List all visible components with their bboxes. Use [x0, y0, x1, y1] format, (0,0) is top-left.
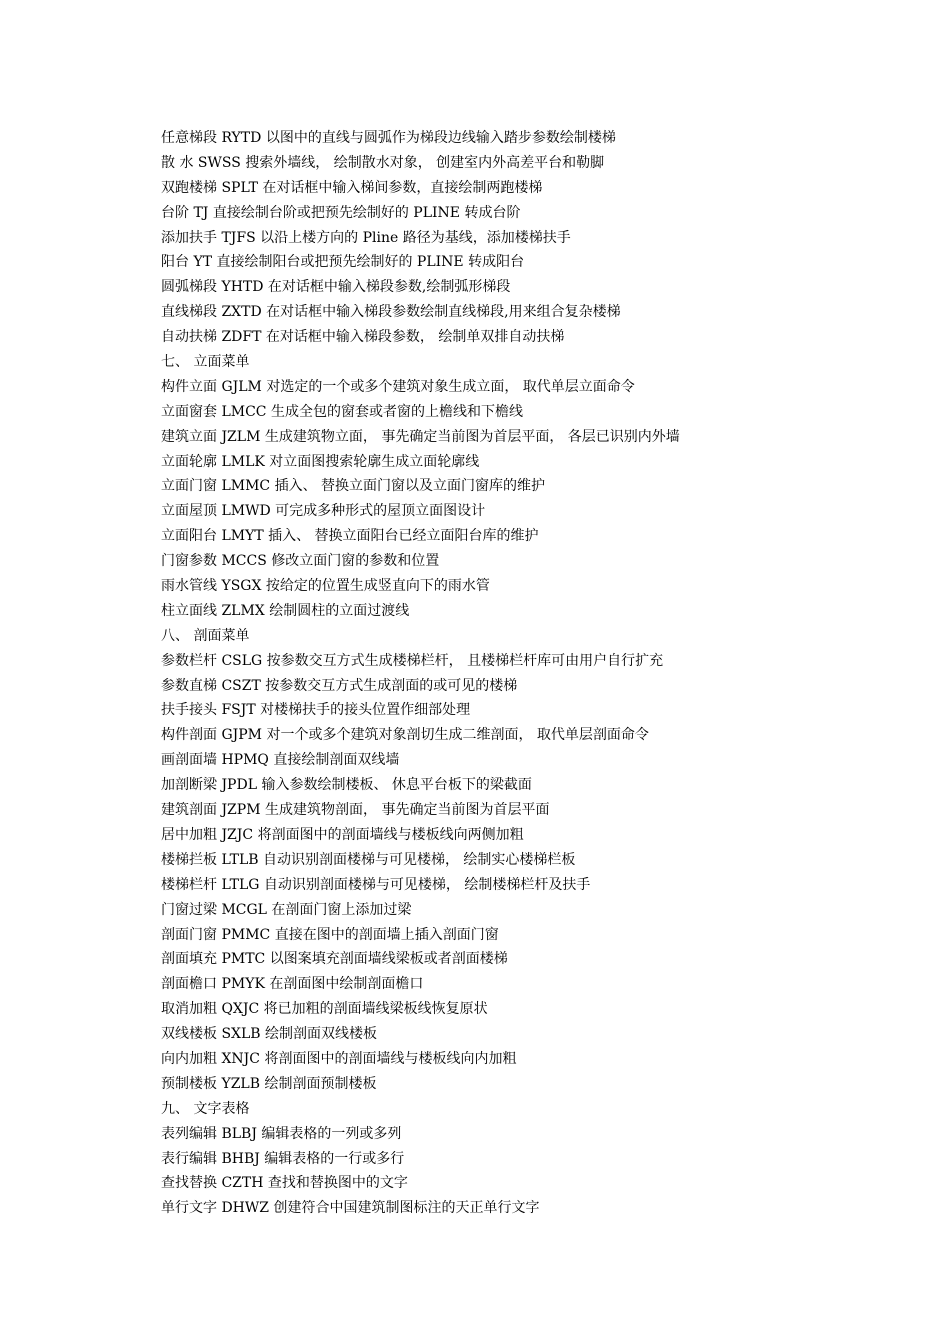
text-line: 自动扶梯 ZDFT 在对话框中输入梯段参数， 绘制单双排自动扶梯	[161, 329, 565, 346]
text-line: 立面屋顶 LMWD 可完成多种形式的屋顶立面图设计	[161, 503, 486, 520]
text-line: 立面阳台 LMYT 插入、 替换立面阳台已经立面阳台库的维护	[161, 528, 539, 545]
text-line: 构件剖面 GJPM 对一个或多个建筑对象剖切生成二维剖面， 取代单层剖面命令	[161, 727, 649, 744]
text-line: 门窗参数 MCCS 修改立面门窗的参数和位置	[161, 553, 440, 570]
text-line: 双线楼板 SXLB 绘制剖面双线楼板	[161, 1026, 378, 1043]
text-line: 立面窗套 LMCC 生成全包的窗套或者窗的上檐线和下檐线	[161, 403, 523, 420]
text-line: 扶手接头 FSJT 对楼梯扶手的接头位置作细部处理	[161, 702, 471, 719]
text-line: 建筑立面 JZLM 生成建筑物立面， 事先确定当前图为首层平面， 各层已识别内外墙	[161, 428, 680, 445]
text-line: 添加扶手 TJFS 以沿上楼方向的 Pline 路径为基线，添加楼梯扶手	[161, 229, 571, 246]
text-line: 参数直梯 CSZT 按参数交互方式生成剖面的或可见的楼梯	[161, 677, 518, 694]
text-line: 画剖面墙 HPMQ 直接绘制剖面双线墙	[161, 752, 400, 769]
text-line: 居中加粗 JZJC 将剖面图中的剖面墙线与楼板线向两侧加粗	[161, 826, 524, 843]
text-line: 表列编辑 BLBJ 编辑表格的一列或多列	[161, 1125, 402, 1142]
text-line: 雨水管线 YSGX 按给定的位置生成竖直向下的雨水管	[161, 578, 490, 595]
text-line: 阳台 YT 直接绘制阳台或把预先绘制好的 PLINE 转成阳台	[161, 254, 525, 271]
text-line: 取消加粗 QXJC 将已加粗的剖面墙线梁板线恢复原状	[161, 1001, 488, 1018]
text-line: 剖面门窗 PMMC 直接在图中的剖面墙上插入剖面门窗	[161, 926, 499, 943]
text-line: 柱立面线 ZLMX 绘制圆柱的立面过渡线	[161, 602, 410, 619]
section-heading: 九、 文字表格	[161, 1100, 250, 1117]
text-line: 向内加粗 XNJC 将剖面图中的剖面墙线与楼板线向内加粗	[161, 1050, 517, 1067]
text-line: 楼梯拦板 LTLB 自动识别剖面楼梯与可见楼梯， 绘制实心楼梯栏板	[161, 851, 576, 868]
document-page	[161, 126, 921, 1221]
text-line: 预制楼板 YZLB 绘制剖面预制楼板	[161, 1075, 377, 1092]
text-line: 剖面填充 PMTC 以图案填充剖面墙线梁板或者剖面楼梯	[161, 951, 508, 968]
text-line: 单行文字 DHWZ 创建符合中国建筑制图标注的天正单行文字	[161, 1200, 540, 1217]
text-line: 双跑楼梯 SPLT 在对话框中输入梯间参数，直接绘制两跑楼梯	[161, 179, 543, 196]
text-line: 参数栏杆 CSLG 按参数交互方式生成楼梯栏杆， 且楼梯栏杆库可由用户自行扩充	[161, 652, 664, 669]
text-line: 直线梯段 ZXTD 在对话框中输入梯段参数绘制直线梯段,用来组合复杂楼梯	[161, 304, 621, 321]
text-line: 剖面檐口 PMYK 在剖面图中绘制剖面檐口	[161, 976, 424, 993]
text-line: 建筑剖面 JZPM 生成建筑物剖面， 事先确定当前图为首层平面	[161, 802, 550, 819]
text-line: 加剖断梁 JPDL 输入参数绘制楼板、 休息平台板下的梁截面	[161, 777, 532, 794]
text-line: 散 水 SWSS 搜索外墙线， 绘制散水对象， 创建室内外高差平台和勒脚	[161, 154, 605, 171]
text-line: 立面轮廓 LMLK 对立面图搜索轮廓生成立面轮廓线	[161, 453, 480, 470]
text-line: 任意梯段 RYTD 以图中的直线与圆弧作为梯段边线输入踏步参数绘制楼梯	[161, 130, 616, 146]
section-heading: 八、 剖面菜单	[161, 627, 250, 644]
text-line: 立面门窗 LMMC 插入、 替换立面门窗以及立面门窗库的维护	[161, 478, 546, 495]
text-line: 构件立面 GJLM 对选定的一个或多个建筑对象生成立面， 取代单层立面命令	[161, 378, 635, 395]
text-line: 楼梯栏杆 LTLG 自动识别剖面楼梯与可见楼梯， 绘制楼梯栏杆及扶手	[161, 876, 591, 893]
text-line: 查找替换 CZTH 查找和替换图中的文字	[161, 1175, 408, 1192]
section-heading: 七、 立面菜单	[161, 354, 250, 371]
text-line: 表行编辑 BHBJ 编辑表格的一行或多行	[161, 1150, 405, 1167]
text-line: 台阶 TJ 直接绘制台阶或把预先绘制好的 PLINE 转成台阶	[161, 204, 521, 221]
text-line: 门窗过梁 MCGL 在剖面门窗上添加过梁	[161, 901, 412, 918]
text-line: 圆弧梯段 YHTD 在对话框中输入梯段参数,绘制弧形梯段	[161, 279, 511, 296]
